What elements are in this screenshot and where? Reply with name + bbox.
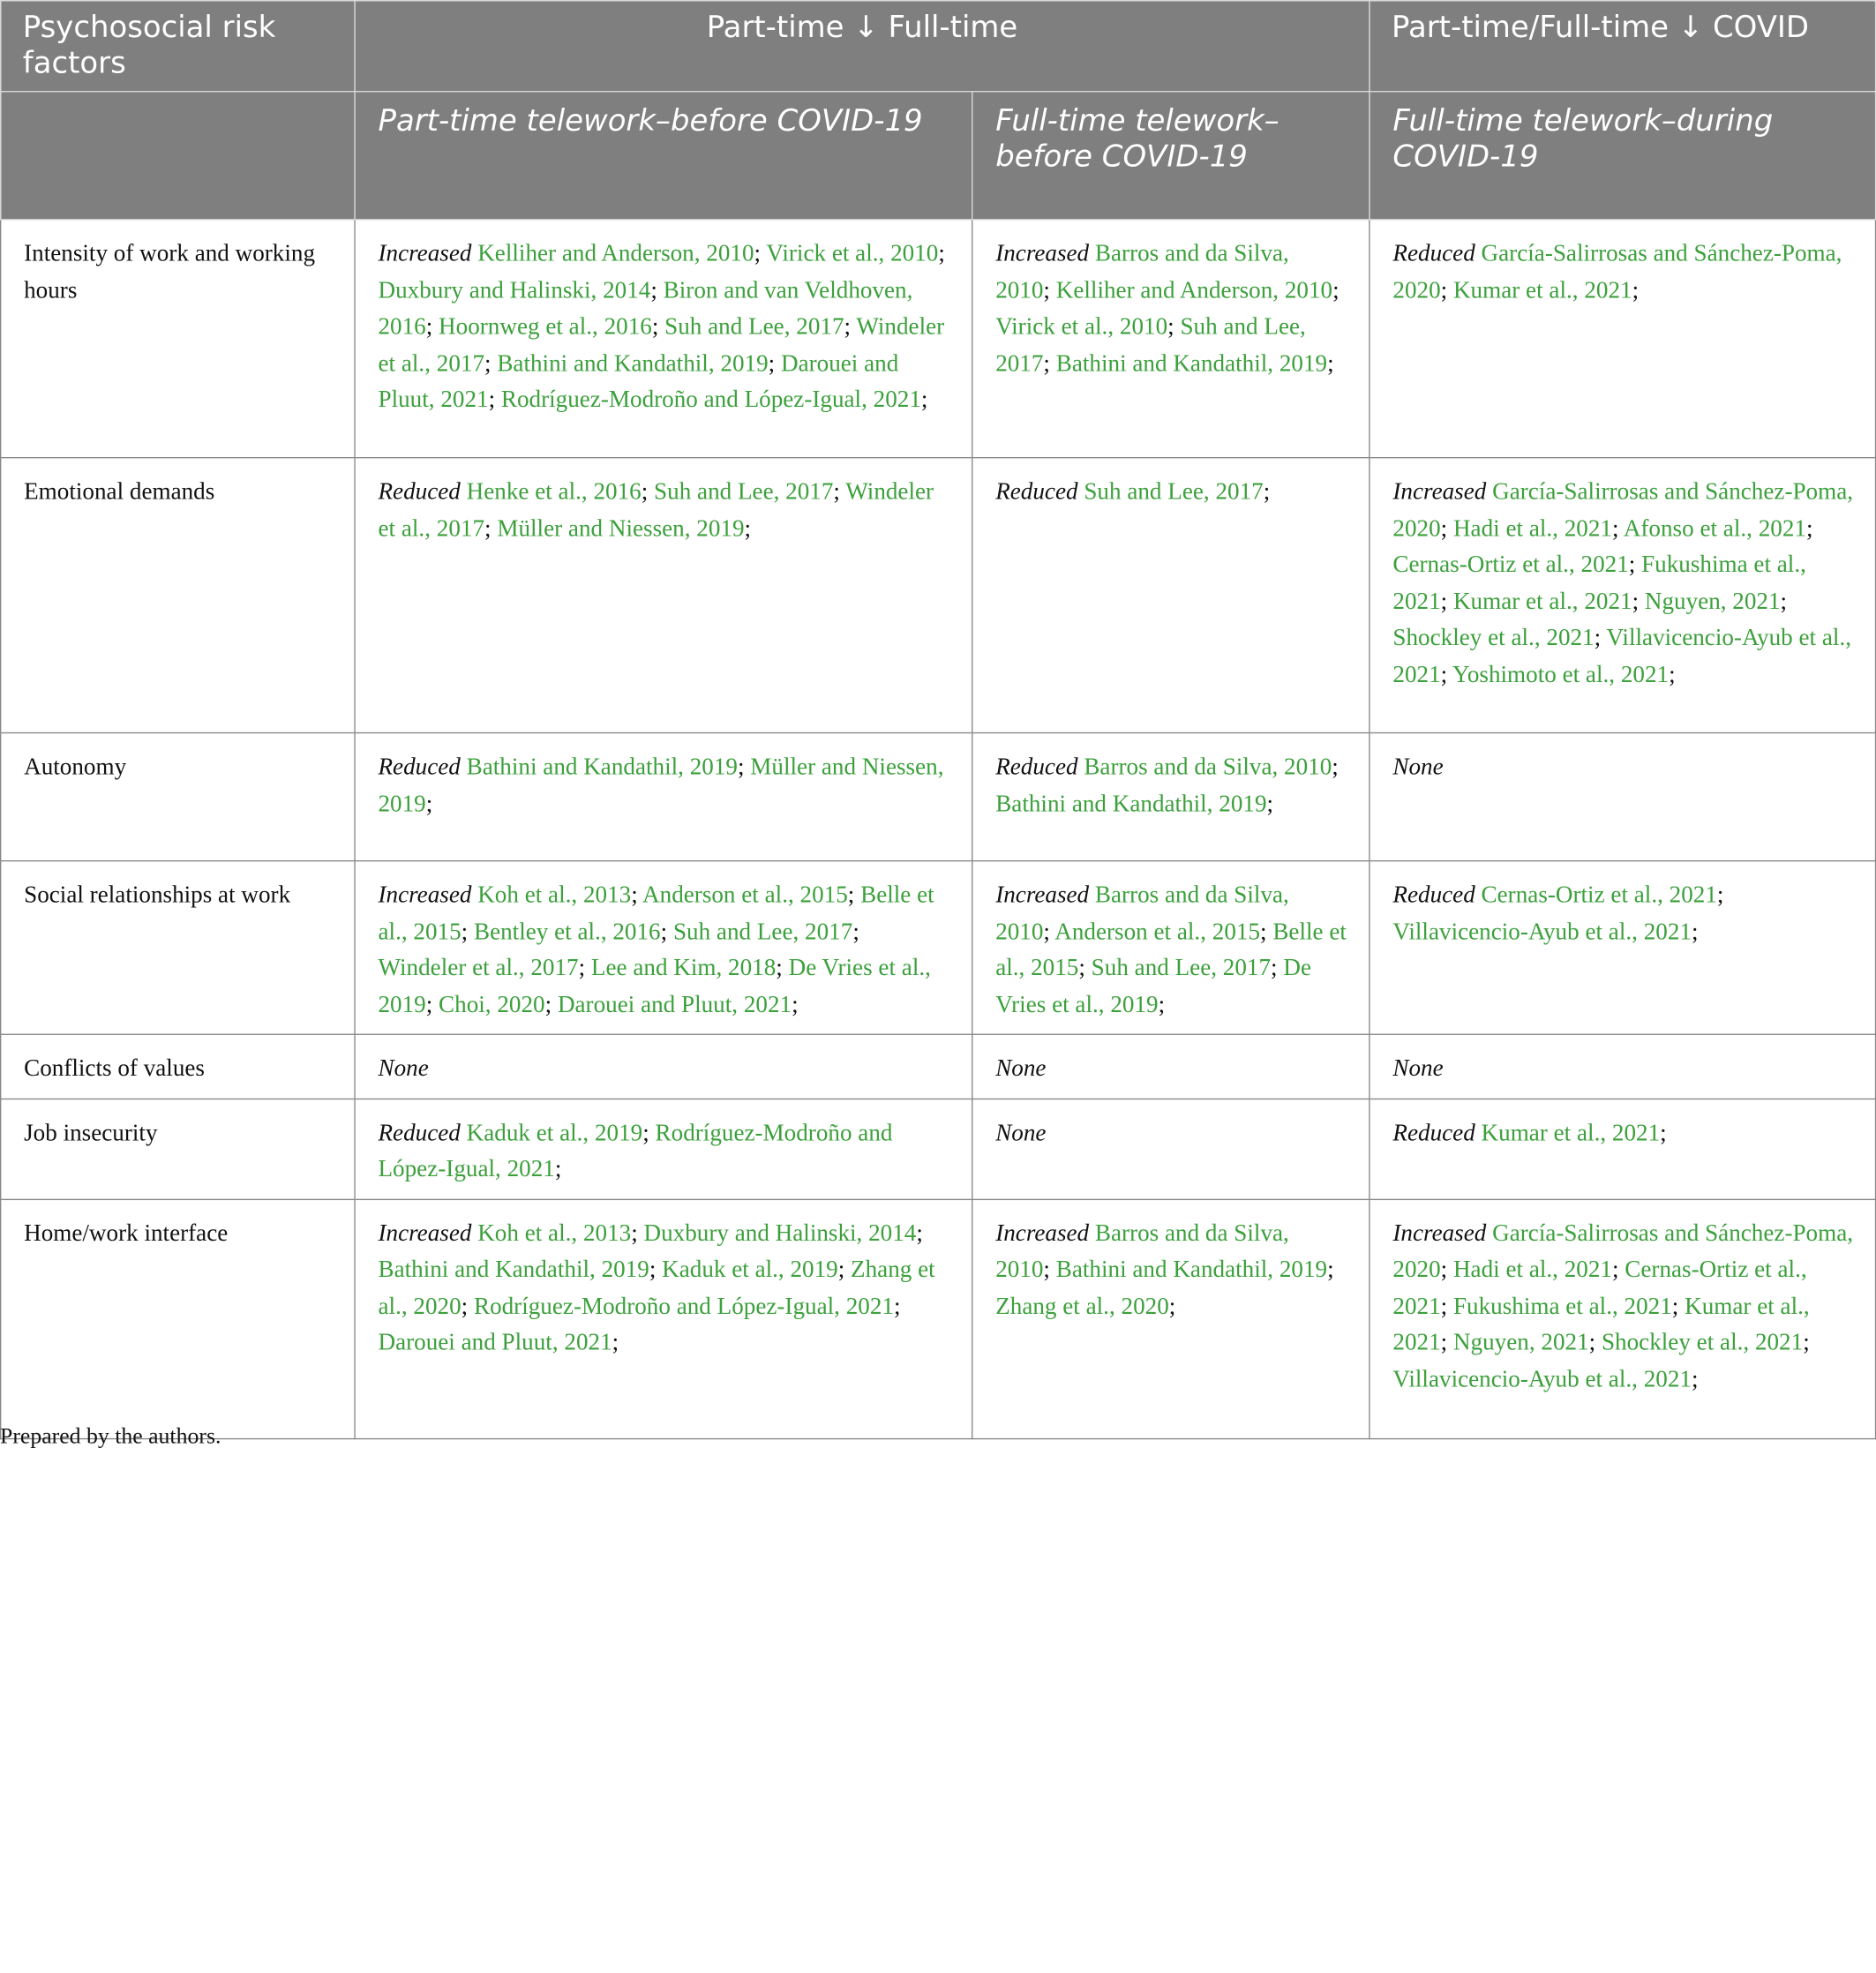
- citation-link[interactable]: Fukushima et al., 2021: [1392, 551, 1806, 615]
- citation-link[interactable]: Kumar et al., 2021: [1481, 1119, 1661, 1146]
- citation-link[interactable]: Virick et al., 2010: [766, 240, 939, 267]
- citation-link[interactable]: García-Salirrosas and Sánchez-Poma, 2020: [1392, 478, 1854, 542]
- citation-link[interactable]: Bathini and Kandathil, 2019: [1055, 349, 1328, 377]
- factor-cell: Intensity of work and working hours: [1, 220, 355, 458]
- header-row-groups: [1, 1, 1876, 92]
- citation-link[interactable]: Shockley et al., 2021: [1392, 624, 1595, 651]
- effect-label: Increased: [378, 240, 472, 267]
- citation-link[interactable]: Biron and van Veldhoven, 2016: [378, 276, 913, 341]
- citation-link[interactable]: Kelliher and Anderson, 2010: [477, 240, 754, 267]
- header-col-fulltime: Full-time telework–before COVID-19: [972, 92, 1369, 220]
- table-row: [1, 220, 1876, 458]
- citation-link[interactable]: Lee and Kim, 2018: [590, 955, 777, 981]
- header-empty: [1, 92, 355, 220]
- citation-link[interactable]: Cernas-Ortiz et al., 2021: [1392, 1256, 1807, 1319]
- citation-link[interactable]: Hadi et al., 2021: [1452, 514, 1612, 542]
- effect-cell: Reduced Kaduk et al., 2019; Rodríguez-Modroño and López-Igual, 2021;: [355, 1099, 972, 1199]
- citation-link[interactable]: García-Salirrosas and Sánchez-Poma, 2020: [1392, 1219, 1854, 1283]
- citation-link[interactable]: Rodríguez-Modroño and López-Igual, 2021: [473, 1293, 894, 1319]
- effect-label: Increased: [995, 881, 1090, 909]
- effect-label: Increased: [1392, 478, 1487, 506]
- effect-label: None: [995, 1054, 1047, 1082]
- citation-link[interactable]: Bathini and Kandathil, 2019: [378, 1256, 649, 1283]
- citation-link[interactable]: Afonso et al., 2021: [1623, 514, 1806, 542]
- effect-label: Reduced: [378, 478, 461, 506]
- citation-link[interactable]: Kumar et al., 2021: [1452, 588, 1632, 615]
- effect-label: Reduced: [378, 754, 461, 781]
- effect-label: Reduced: [995, 478, 1078, 506]
- citation-link[interactable]: Hadi et al., 2021: [1452, 1256, 1612, 1283]
- citation-link[interactable]: Koh et al., 2013: [477, 881, 632, 909]
- effect-label: None: [378, 1054, 429, 1082]
- table-row: [1, 458, 1876, 733]
- citation-link[interactable]: Nguyen, 2021: [1452, 1329, 1589, 1356]
- table-row: [1, 1099, 1876, 1199]
- effect-cell: Reduced Barros and da Silva, 2010; Bathini and Kandathil, 2019;: [972, 733, 1369, 861]
- effect-cell: Increased Koh et al., 2013; Anderson et al., 2015; Belle et al., 2015; Bentley et al., 2016; Suh and Lee, 2017; Windeler et al., 2017; Lee and Kim, 2018; De Vries et al., 2019; Choi, 2020; Darouei and Pluut, 2021;: [355, 861, 972, 1035]
- citation-link[interactable]: Barros and da Silva, 2010: [995, 240, 1289, 304]
- header-factor: Psychosocial risk factors: [1, 1, 355, 92]
- citation-link[interactable]: Kumar et al., 2021: [1392, 1293, 1810, 1356]
- citation-link[interactable]: Koh et al., 2013: [477, 1219, 632, 1247]
- citation-link[interactable]: Kaduk et al., 2019: [662, 1256, 838, 1283]
- effect-cell: [972, 1099, 1369, 1199]
- effect-cell: Reduced Bathini and Kandathil, 2019; Müller and Niessen, 2019;: [355, 733, 972, 861]
- effect-label: Reduced: [1392, 881, 1475, 909]
- effect-label: None: [1392, 754, 1444, 781]
- citation-link[interactable]: Müller and Niessen, 2019: [378, 754, 944, 817]
- citation-link[interactable]: Darouei and Pluut, 2021: [378, 1329, 612, 1356]
- factor-cell: Conflicts of values: [1, 1034, 355, 1099]
- effect-cell: [972, 1034, 1369, 1099]
- factor-cell: Emotional demands: [1, 458, 355, 733]
- table-row: [1, 733, 1876, 861]
- effect-label: Reduced: [378, 1119, 461, 1146]
- citation-link[interactable]: Duxbury and Halinski, 2014: [643, 1219, 917, 1247]
- citation-link[interactable]: Windeler et al., 2017: [378, 478, 934, 542]
- citation-link[interactable]: Belle et al., 2015: [995, 918, 1347, 981]
- citation-link[interactable]: Darouei and Pluut, 2021: [378, 349, 899, 413]
- effect-cell: Increased Barros and da Silva, 2010; Bathini and Kandathil, 2019; Zhang et al., 2020;: [972, 1199, 1369, 1438]
- effect-cell: Increased Kelliher and Anderson, 2010; Virick et al., 2010; Duxbury and Halinski, 2014; Biron and van Veldhoven, 2016; Hoornweg et al., 2016; Suh and Lee, 2017; Windeler et al., 2017; Bathini and Kandathil, 2019; Darouei and Pluut, 2021; Rodríguez-Modroño and López-Igual, 2021;: [355, 220, 972, 458]
- effect-cell: [1369, 1034, 1876, 1099]
- citation-link[interactable]: Barros and da Silva, 2010: [995, 881, 1289, 945]
- citation-link[interactable]: Yoshimoto et al., 2021: [1452, 661, 1670, 688]
- effect-label: None: [1392, 1054, 1444, 1082]
- effect-label: Reduced: [995, 754, 1078, 781]
- citation-link[interactable]: Bathini and Kandathil, 2019: [995, 790, 1267, 817]
- factor-cell: Job insecurity: [1, 1099, 355, 1199]
- effect-cell: Increased García-Salirrosas and Sánchez-Poma, 2020; Hadi et al., 2021; Cernas-Ortiz et al., 2021; Fukushima et al., 2021; Kumar et al., 2021; Nguyen, 2021; Shockley et al., 2021; Villavicencio-Ayub et al., 2021;: [1369, 1199, 1876, 1438]
- citation-link[interactable]: Suh and Lee, 2017: [995, 313, 1306, 377]
- effect-cell: Reduced Suh and Lee, 2017;: [972, 458, 1369, 733]
- effect-cell: Reduced García-Salirrosas and Sánchez-Poma, 2020; Kumar et al., 2021;: [1369, 220, 1876, 458]
- citation-link[interactable]: Anderson et al., 2015: [1054, 918, 1261, 945]
- citation-link[interactable]: Kelliher and Anderson, 2010: [1055, 276, 1333, 304]
- citation-link[interactable]: Bathini and Kandathil, 2019: [1055, 1256, 1328, 1283]
- citation-link[interactable]: Villavicencio-Ayub et al., 2021: [1392, 624, 1852, 688]
- citation-link[interactable]: Cernas-Ortiz et al., 2021: [1481, 881, 1717, 909]
- citation-link[interactable]: De Vries et al., 2019: [378, 955, 931, 1018]
- header-col-parttime: Part-time telework–before COVID-19: [355, 92, 972, 220]
- citation-link[interactable]: Darouei and Pluut, 2021: [557, 991, 792, 1018]
- citation-link[interactable]: Anderson et al., 2015: [642, 881, 848, 909]
- citation-link[interactable]: Belle et al., 2015: [378, 881, 934, 945]
- citation-link[interactable]: Suh and Lee, 2017: [654, 478, 834, 506]
- citation-link[interactable]: Cernas-Ortiz et al., 2021: [1392, 551, 1629, 578]
- citation-link[interactable]: Barros and da Silva, 2010: [995, 1219, 1289, 1283]
- citation-link[interactable]: Villavicencio-Ayub et al., 2021: [1392, 918, 1692, 945]
- citation-link[interactable]: De Vries et al., 2019: [995, 955, 1312, 1018]
- citation-link[interactable]: Duxbury and Halinski, 2014: [378, 276, 651, 304]
- citation-link[interactable]: Kumar et al., 2021: [1452, 276, 1632, 304]
- effect-cell: Reduced Cernas-Ortiz et al., 2021; Villavicencio-Ayub et al., 2021;: [1369, 861, 1876, 1035]
- citation-link[interactable]: Nguyen, 2021: [1644, 588, 1781, 615]
- citation-link[interactable]: Bathini and Kandathil, 2019: [466, 754, 738, 781]
- citation-link[interactable]: Choi, 2020: [439, 991, 545, 1018]
- citation-link[interactable]: Bentley et al., 2016: [473, 918, 661, 945]
- effect-label: Increased: [995, 240, 1090, 267]
- citation-link[interactable]: Fukushima et al., 2021: [1452, 1293, 1672, 1319]
- effect-label: Increased: [1392, 1219, 1487, 1247]
- citation-link[interactable]: Kaduk et al., 2019: [466, 1119, 643, 1146]
- effect-cell: Increased Barros and da Silva, 2010; Anderson et al., 2015; Belle et al., 2015; Suh and Lee, 2017; De Vries et al., 2019;: [972, 861, 1369, 1035]
- header-row-columns: [1, 92, 1876, 220]
- citation-link[interactable]: García-Salirrosas and Sánchez-Poma, 2020: [1392, 240, 1842, 304]
- factor-cell: Social relationships at work: [1, 861, 355, 1035]
- citation-link[interactable]: Suh and Lee, 2017: [1084, 478, 1264, 506]
- citation-link[interactable]: Bathini and Kandathil, 2019: [497, 349, 769, 377]
- citation-link[interactable]: Müller and Niessen, 2019: [497, 514, 745, 542]
- table-row: [1, 1199, 1876, 1438]
- table-row: [1, 1034, 1876, 1099]
- citation-link[interactable]: Henke et al., 2016: [466, 478, 642, 506]
- citation-link[interactable]: Villavicencio-Ayub et al., 2021: [1392, 1365, 1692, 1392]
- citation-link[interactable]: Rodríguez-Modroño and López-Igual, 2021: [378, 1119, 893, 1182]
- citation-link[interactable]: Windeler et al., 2017: [378, 313, 945, 377]
- effect-cell: [1369, 733, 1876, 861]
- effect-label: None: [995, 1119, 1047, 1146]
- factor-cell: Autonomy: [1, 733, 355, 861]
- effect-cell: Increased García-Salirrosas and Sánchez-Poma, 2020; Hadi et al., 2021; Afonso et al., 2021; Cernas-Ortiz et al., 2021; Fukushima et al., 2021; Kumar et al., 2021; Nguyen, 2021; Shockley et al., 2021; Villavicencio-Ayub et al., 2021; Yoshimoto et al., 2021;: [1369, 458, 1876, 733]
- citation-link[interactable]: Suh and Lee, 2017: [1091, 955, 1272, 981]
- effect-cell: [355, 1034, 972, 1099]
- effect-label: Increased: [378, 881, 472, 909]
- table-row: [1, 861, 1876, 1035]
- effect-cell: Increased Koh et al., 2013; Duxbury and Halinski, 2014; Bathini and Kandathil, 2019; Kaduk et al., 2019; Zhang et al., 2020; Rodríguez-Modroño and López-Igual, 2021; Darouei and Pluut, 2021;: [355, 1199, 972, 1438]
- citation-link[interactable]: Rodríguez-Modroño and López-Igual, 2021: [500, 386, 921, 413]
- effect-label: Reduced: [1392, 1119, 1475, 1146]
- effect-label: Increased: [995, 1219, 1090, 1247]
- citation-link[interactable]: Zhang et al., 2020: [995, 1293, 1169, 1319]
- citation-link[interactable]: Suh and Lee, 2017: [672, 918, 853, 945]
- effect-cell: Reduced Henke et al., 2016; Suh and Lee, 2017; Windeler et al., 2017; Müller and Niessen, 2019;: [355, 458, 972, 733]
- citation-link[interactable]: Virick et al., 2010: [995, 313, 1168, 341]
- citation-link[interactable]: Barros and da Silva, 2010: [1084, 754, 1332, 781]
- header-col-during: Full-time telework–during COVID-19: [1369, 92, 1876, 220]
- table-footnote: Prepared by the authors.: [0, 1423, 221, 1450]
- effect-label: Increased: [378, 1219, 472, 1247]
- citation-link[interactable]: Zhang et al., 2020: [378, 1256, 935, 1319]
- citation-link[interactable]: Hoornweg et al., 2016: [439, 313, 652, 341]
- header-group-parttime-fulltime: Part-time ↓ Full-time: [355, 1, 1369, 92]
- citation-link[interactable]: Shockley et al., 2021: [1601, 1329, 1804, 1356]
- citation-link[interactable]: Suh and Lee, 2017: [664, 313, 844, 341]
- citation-link[interactable]: Windeler et al., 2017: [378, 955, 579, 981]
- effect-cell: Increased Barros and da Silva, 2010; Kelliher and Anderson, 2010; Virick et al., 2010; Suh and Lee, 2017; Bathini and Kandathil, 2019;: [972, 220, 1369, 458]
- factor-cell: Home/work interface: [1, 1199, 355, 1438]
- header-group-covid: Part-time/Full-time ↓ COVID: [1369, 1, 1876, 92]
- effect-cell: Reduced Kumar et al., 2021;: [1369, 1099, 1876, 1199]
- effect-label: Reduced: [1392, 240, 1475, 267]
